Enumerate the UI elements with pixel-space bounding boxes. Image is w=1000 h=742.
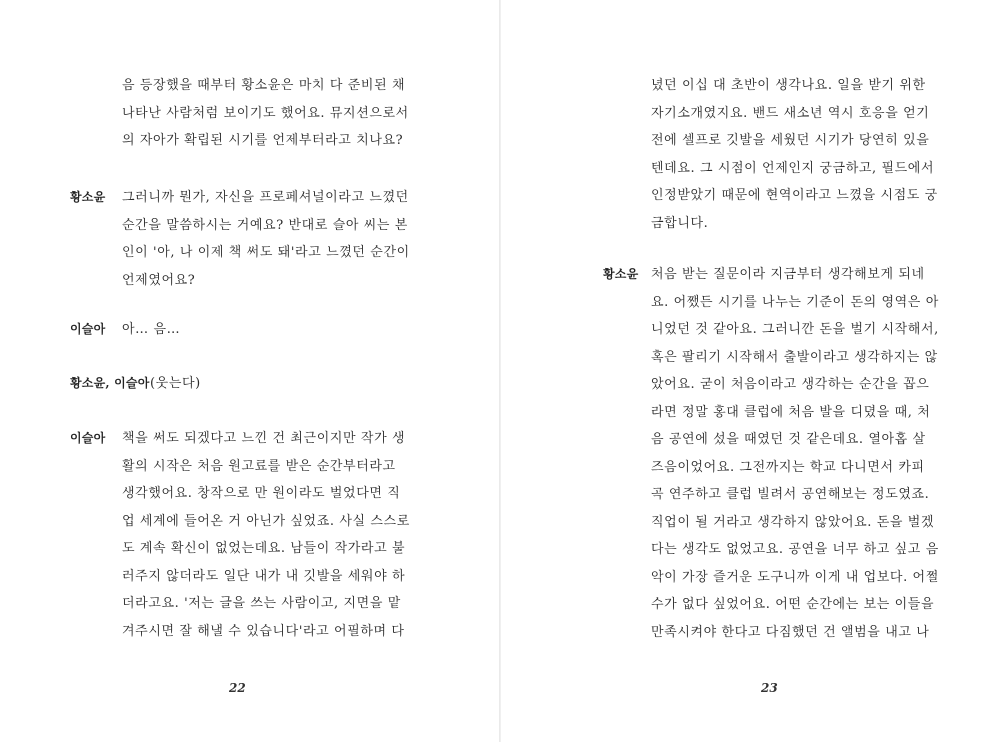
text-line: 그러니까 뭔가, 자신을 프로페셔널이라고 느꼈던 <box>122 190 409 205</box>
text-line: 인이 '아, 나 이제 책 써도 돼'라고 느꼈던 순간이 <box>122 245 410 260</box>
dialogue-paragraph <box>122 184 410 294</box>
text-line: 처음 받는 질문이라 지금부터 생각해보게 되네 <box>651 267 925 282</box>
text-line: 즈음이었어요. 그전까지는 학교 다니면서 카피 <box>651 459 925 475</box>
text-line: 요. 어쨌든 시기를 나누는 기준이 돈의 영역은 아 <box>651 294 939 310</box>
text-line: 겨주시면 잘 해낼 수 있습니다'라고 어필하며 다 <box>122 623 405 639</box>
text-line: 의 자아가 확립된 시기를 언제부터라고 치나요? <box>122 133 404 148</box>
text-line: 텐데요. 그 시점이 언제인지 궁금하고, 필드에서 <box>651 160 935 176</box>
text-line: 순간을 말씀하시는 거예요? 반대로 슬아 씨는 본 <box>122 217 408 233</box>
text-line: 라면 정말 홍대 클럽에 처음 발을 디뎠을 때, 처 <box>651 404 931 420</box>
text-line: 금합니다. <box>651 215 709 231</box>
right-page <box>501 0 1000 742</box>
speaker-label: 황소윤, 이슬아 <box>70 376 150 390</box>
text-line: 전에 셀프로 깃발을 세웠던 시기가 당연히 있을 <box>651 133 930 148</box>
speaker-label: 이슬아 <box>70 322 106 336</box>
speaker-label: 황소윤 <box>603 267 639 281</box>
dialogue-paragraph <box>122 425 410 645</box>
text-line: 아… 음… <box>122 322 181 337</box>
text-line: 더라고요. '저는 글을 쓰는 사람이고, 지면을 맡 <box>122 596 401 611</box>
text-line: 다는 생각도 없었고요. 공연을 너무 하고 싶고 음 <box>651 542 939 557</box>
text-line: 혹은 팔리기 시작해서 출발이라고 생각하지는 않 <box>651 349 938 365</box>
text-line: 업 세계에 들어온 거 아닌가 싶었죠. 사실 스스로 <box>122 513 410 529</box>
left-intro-paragraph <box>122 72 409 155</box>
text-line: 악이 가장 즐거운 도구니까 이게 내 업보다. 어쩔 <box>651 569 939 585</box>
text-line: 활의 시작은 처음 원고료를 받은 순간부터라고 <box>122 458 396 474</box>
text-line: 니었던 것 같아요. 그러니깐 돈을 벌기 시작해서, <box>651 322 939 337</box>
text-line: 녔던 이십 대 초반이 생각나요. 일을 받기 위한 <box>651 78 926 93</box>
left-page <box>0 0 499 742</box>
dialogue-paragraph <box>122 316 180 344</box>
text-line: 만족시켜야 한다고 다짐했던 건 앨범을 내고 나 <box>651 624 930 640</box>
speaker-label: 이슬아 <box>70 431 106 445</box>
text-line: 책을 써도 되겠다고 느낀 건 최근이지만 작가 생 <box>122 431 406 446</box>
text-line: 았어요. 굳이 처음이라고 생각하는 순간을 꼽으 <box>651 377 930 392</box>
text-line: 생각했어요. 창작으로 만 원이라도 벌었다면 직 <box>122 486 401 501</box>
page-number: 22 <box>229 681 246 695</box>
text-line: 수가 없다 싶었어요. 어떤 순간에는 보는 이들을 <box>651 597 935 612</box>
dialogue-paragraph <box>651 261 939 646</box>
text-line: 곡 연주하고 클럽 빌려서 공연해보는 정도였죠. <box>651 487 930 502</box>
page-number: 23 <box>761 681 778 695</box>
text-line: 인정받았기 때문에 현역이라고 느꼈을 시점도 궁 <box>651 188 938 203</box>
text-line: 러주지 않더라도 일단 내가 내 깃발을 세워야 하 <box>122 568 406 584</box>
text-line: 음 공연에 섰을 때였던 것 같은데요. 열아홉 살 <box>651 432 926 447</box>
text-line: 도 계속 확신이 없었는데요. 남들이 작가라고 불 <box>122 541 406 556</box>
dialogue-paragraph <box>150 370 201 398</box>
text-line: (웃는다) <box>150 376 201 391</box>
right-intro-paragraph <box>651 72 938 237</box>
text-line: 직업이 될 거라고 생각하지 않았어요. 돈을 벌겠 <box>651 514 935 530</box>
text-line: 언제였어요? <box>122 272 196 288</box>
speaker-label: 황소윤 <box>70 190 106 204</box>
text-line: 나타난 사람처럼 보이기도 했어요. 뮤지션으로서 <box>122 105 409 121</box>
text-line: 음 등장했을 때부터 황소윤은 마치 다 준비된 채 <box>122 78 406 93</box>
text-line: 자기소개였지요. 밴드 새소년 역시 호응을 얻기 <box>651 105 930 121</box>
